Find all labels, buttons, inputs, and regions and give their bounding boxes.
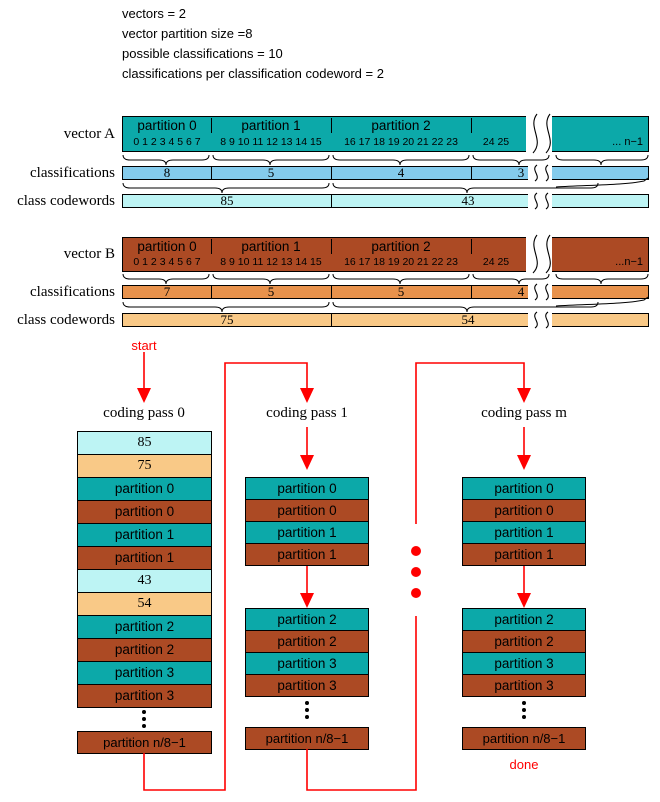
vector-a-indices-3: 24 25 — [482, 136, 510, 148]
pass1-cell-partition: partition 0 — [245, 477, 369, 500]
vector-b-tail: ...n−1 — [615, 256, 643, 268]
pass0-cell-codeword-a: 43 — [77, 569, 212, 593]
vector-a-classification-braces — [123, 155, 648, 165]
vector-b-indices-2: 16 17 18 19 20 21 22 23 — [344, 256, 458, 268]
passm-cell-partition: partition 0 — [462, 499, 586, 522]
config-line-codeword: classifications per classification codeword = 2 — [122, 66, 384, 81]
pass0-cell-partition: partition 3 — [77, 661, 212, 685]
vector-b-classification-braces — [123, 274, 648, 284]
vector-b-classifications-label: classifications — [30, 284, 115, 300]
passm-cell-partition: partition 1 — [462, 543, 586, 566]
classification-value: 7 — [163, 284, 171, 299]
pass1-cell-partition: partition 3 — [245, 674, 369, 697]
partition-divider — [211, 239, 212, 254]
passm-cell-partition: partition 2 — [462, 608, 586, 631]
vector-b-bar — [122, 237, 649, 272]
classification-value: 5 — [397, 284, 405, 299]
vector-a-partition-1-label: partition 1 — [241, 118, 301, 133]
pass1-group1 — [245, 477, 369, 566]
vector-a-label: vector A — [63, 126, 115, 142]
passm-group2 — [462, 608, 586, 697]
classification-value: 3 — [517, 165, 525, 180]
passm-cell-partition: partition 3 — [462, 652, 586, 675]
pass1-cell-partition: partition 2 — [245, 608, 369, 631]
start-label: start — [131, 338, 157, 353]
pass1-group2 — [245, 608, 369, 697]
passm-cell-partition: partition 0 — [462, 477, 586, 500]
vector-b-indices-3: 24 25 — [482, 256, 510, 268]
pass1-top-arrowhead — [300, 388, 314, 403]
pass0-cell-partition: partition 1 — [77, 523, 212, 547]
passm-last-cell: partition n/8−1 — [462, 727, 586, 750]
passm-cell-partition: partition 3 — [462, 674, 586, 697]
classification-value: 4 — [397, 165, 405, 180]
coding-pass-m-label: coding pass m — [481, 405, 567, 421]
config-line-classifications: possible classifications = 10 — [122, 46, 283, 61]
partition-divider — [331, 118, 332, 133]
passm-group1 — [462, 477, 586, 566]
vector-b-label: vector B — [63, 246, 115, 262]
coding-pass-0-label: coding pass 0 — [103, 405, 185, 421]
vector-a-partition-0-label: partition 0 — [137, 118, 197, 133]
divider — [331, 314, 332, 326]
vector-b-partition-0-label: partition 0 — [137, 239, 197, 254]
partition-divider — [331, 239, 332, 254]
vector-b-partition-2-label: partition 2 — [371, 239, 431, 254]
red-ellipsis-dots — [411, 546, 421, 598]
config-text — [122, 4, 384, 84]
vector-b-codewords-label: class codewords — [17, 312, 115, 328]
classification-value: 5 — [267, 165, 275, 180]
config-line-vectors: vectors = 2 — [122, 6, 186, 21]
pass0-cell-partition: partition 0 — [77, 477, 212, 501]
vector-a-codeword-braces — [123, 178, 648, 193]
passm-cell-partition: partition 1 — [462, 521, 586, 544]
pass0-cell-partition: partition 2 — [77, 615, 212, 639]
vector-a-bar — [122, 116, 649, 152]
pass0-cell-partition: partition 0 — [77, 500, 212, 524]
vector-a-indices-0: 0 1 2 3 4 5 6 7 — [133, 136, 201, 148]
passm-top-arrowhead — [517, 388, 531, 403]
pass1-cell-partition: partition 3 — [245, 652, 369, 675]
pass1-mid-arrowhead — [300, 593, 314, 608]
pass1-box-arrowhead — [300, 455, 314, 470]
vector-b-partition-1-label: partition 1 — [241, 239, 301, 254]
passm-box-arrowhead — [517, 455, 531, 470]
pass1-cell-partition: partition 1 — [245, 521, 369, 544]
vector-b-indices-0: 0 1 2 3 4 5 6 7 — [133, 256, 201, 268]
vector-a-indices-2: 16 17 18 19 20 21 22 23 — [344, 136, 458, 148]
vector-a-partition-2-label: partition 2 — [371, 118, 431, 133]
partition-divider — [471, 239, 472, 254]
classification-value: 8 — [163, 165, 171, 180]
vector-b-codeword-braces — [123, 297, 648, 312]
codeword-value: 54 — [461, 312, 475, 327]
pass1-cell-partition: partition 2 — [245, 630, 369, 653]
pass0-cell-codeword-a: 85 — [77, 431, 212, 455]
pass1-cell-partition: partition 0 — [245, 499, 369, 522]
vector-a-indices-1: 8 9 10 11 12 13 14 15 — [220, 136, 322, 148]
codeword-value: 85 — [220, 193, 234, 208]
partition-divider — [471, 118, 472, 133]
classification-value: 4 — [517, 284, 525, 299]
classification-value: 5 — [267, 284, 275, 299]
coding-pass-1-label: coding pass 1 — [266, 405, 348, 421]
pass0-cell-partition: partition 1 — [77, 546, 212, 570]
start-arrowhead — [137, 388, 151, 403]
vector-a-classifications-bar — [122, 166, 649, 180]
vector-b-indices-1: 8 9 10 11 12 13 14 15 — [220, 256, 322, 268]
pass0-cell-codeword-b: 54 — [77, 592, 212, 616]
passm-mid-arrowhead — [517, 593, 531, 608]
pass0-cell-partition: partition 2 — [77, 638, 212, 662]
pass0-stack — [77, 431, 212, 708]
passm-cell-partition: partition 2 — [462, 630, 586, 653]
vector-b-codewords-bar — [122, 313, 649, 327]
pass0-last-cell: partition n/8−1 — [77, 731, 212, 754]
pass1-cell-partition: partition 1 — [245, 543, 369, 566]
vector-b-classifications-bar — [122, 285, 649, 299]
pass0-cell-codeword-b: 75 — [77, 454, 212, 478]
vector-a-codewords-bar — [122, 194, 649, 208]
codeword-value: 75 — [220, 312, 234, 327]
done-label: done — [509, 757, 539, 772]
pass0-cell-partition: partition 3 — [77, 684, 212, 708]
vector-a-codewords-label: class codewords — [17, 193, 115, 209]
codeword-value: 43 — [461, 193, 475, 208]
partition-divider — [211, 118, 212, 133]
config-line-partition-size: vector partition size =8 — [122, 26, 253, 41]
divider — [331, 195, 332, 207]
vector-a-tail: ... n−1 — [612, 136, 643, 148]
vector-a-classifications-label: classifications — [30, 165, 115, 181]
pass1-last-cell: partition n/8−1 — [245, 727, 369, 750]
